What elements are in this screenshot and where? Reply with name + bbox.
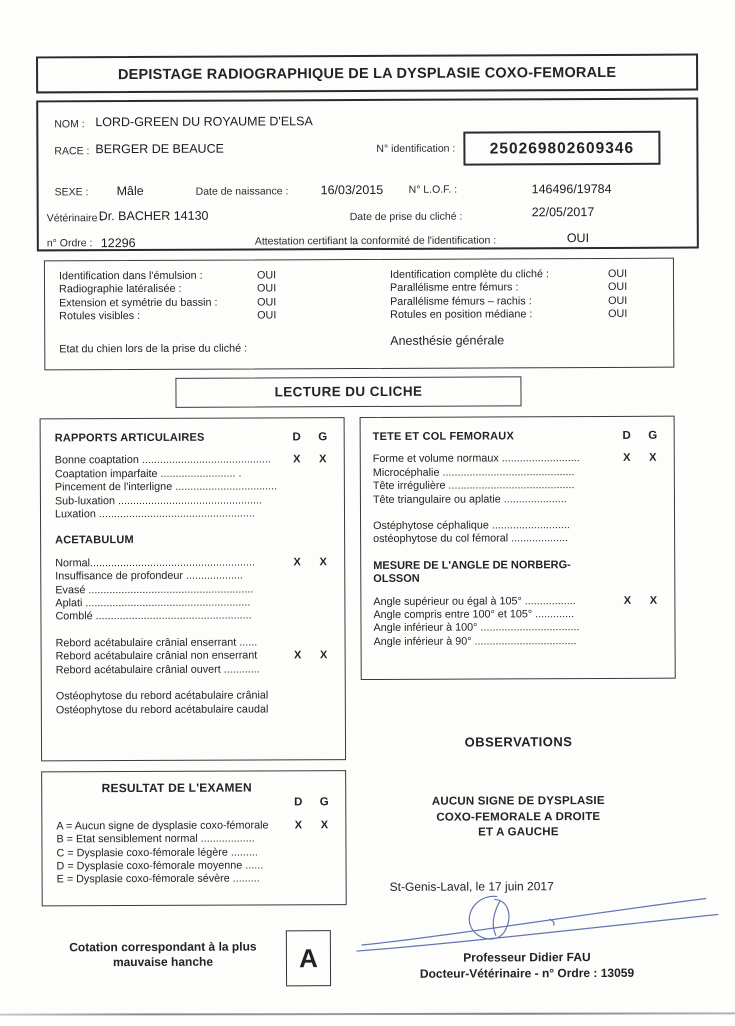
rapports-rows	[55, 454, 336, 522]
table-row	[373, 621, 666, 636]
table-row	[55, 507, 336, 522]
mark-d	[614, 532, 640, 546]
panel-header	[55, 534, 336, 549]
mark-d	[286, 859, 312, 873]
mark-g	[310, 507, 336, 521]
row-label: Bonne coaptation ...........................................	[54, 453, 271, 467]
nom-value: LORD-GREEN DU ROYAUME D'ELSA	[95, 114, 313, 130]
quality-row	[390, 294, 668, 309]
table-row	[373, 466, 666, 481]
quality-value: OUI	[256, 269, 277, 282]
mark-d: X	[294, 819, 303, 832]
mark-d	[614, 519, 640, 533]
mark-g	[310, 610, 336, 624]
quality-value: OUI	[608, 294, 628, 307]
ordre-label: n° Ordre :	[46, 237, 93, 250]
observations-line: COXO-FEMORALE A DROITE	[436, 810, 601, 824]
mark-d	[285, 703, 311, 717]
table-row	[55, 480, 336, 495]
table-row	[55, 494, 336, 509]
mark-d	[614, 608, 640, 622]
quality-value: OUI	[257, 309, 277, 322]
norberg-title-line1: MESURE DE L'ANGLE DE NORBERG-	[373, 558, 571, 572]
mark-g	[310, 596, 336, 610]
signer-name: Professeur Didier FAU	[463, 950, 591, 965]
tete-col-panel	[360, 416, 676, 680]
table-row	[55, 454, 336, 469]
table-row	[56, 663, 337, 678]
mark-d: X	[293, 453, 301, 466]
lof-label: N° L.O.F. :	[408, 183, 458, 196]
mark-d	[614, 621, 640, 635]
row-label: Luxation ....................................................	[54, 507, 255, 521]
table-row	[374, 635, 667, 650]
table-row	[56, 689, 337, 704]
mark-g	[310, 494, 336, 508]
cotation-grade-box	[286, 930, 331, 986]
race-value: BERGER DE BEAUCE	[95, 141, 224, 157]
acetabulum-title: ACETABULUM	[55, 534, 134, 547]
mark-g	[640, 466, 666, 480]
mark-g	[310, 583, 336, 597]
quality-value: OUI	[607, 281, 628, 294]
mark-g	[311, 689, 337, 703]
mark-d	[286, 873, 312, 887]
quality-label: Rotules visibles :	[59, 310, 141, 323]
table-row	[55, 596, 336, 611]
place-and-date: St-Genis-Laval, le 17 juin 2017	[389, 879, 554, 894]
column-d-header: D	[294, 796, 303, 809]
row-label: Evasé .......................................................	[55, 583, 254, 597]
naissance-label: Date de naissance :	[195, 185, 289, 198]
observations-text	[373, 794, 663, 842]
mark-d: X	[293, 649, 302, 662]
mark-d	[285, 832, 311, 846]
mark-d	[285, 846, 311, 860]
mark-d: X	[293, 556, 301, 569]
cotation-label-line1: Cotation correspondant à la plus	[69, 939, 257, 955]
mark-g	[640, 621, 666, 635]
quality-label: Identification complète du cliché :	[389, 268, 550, 281]
mark-d	[284, 507, 310, 521]
mark-d	[284, 480, 310, 494]
column-d-header: D	[622, 429, 631, 442]
quality-row	[59, 296, 359, 311]
tete-rows-a	[373, 452, 666, 507]
cotation-label-line2: mauvaise hanche	[112, 954, 214, 970]
row-label: Forme et volume normaux ..........................	[372, 452, 580, 466]
quality-value: OUI	[608, 308, 628, 321]
signature-ink	[354, 891, 726, 955]
mark-g: X	[649, 594, 658, 607]
mark-g	[311, 636, 337, 650]
mark-g	[640, 479, 666, 493]
mark-g	[640, 608, 666, 622]
panel-header	[55, 431, 336, 446]
acetabulum-rows-b	[56, 636, 337, 677]
attestation-label: Attestation certifiant la conformité de l'identification :	[254, 234, 497, 248]
form-title: DEPISTAGE RADIOGRAPHIQUE DE LA DYSPLASIE COXO-FEMORALE	[117, 64, 617, 84]
identification-number: 250269802609346	[489, 139, 635, 158]
sexe-value: Mâle	[116, 183, 144, 199]
mark-d	[284, 596, 310, 610]
table-row	[56, 846, 337, 861]
row-label: Microcéphalie ............................................	[372, 465, 575, 479]
mark-g	[640, 532, 666, 546]
cotation-label	[47, 939, 279, 970]
table-row	[373, 532, 666, 547]
acetabulum-rows-a	[55, 556, 336, 624]
veterinaire-value: Dr. BACHER 14130	[98, 208, 209, 224]
etat-chien-value: Anesthésie générale	[390, 333, 505, 348]
tete-title: TETE ET COL FEMORAUX	[372, 430, 515, 443]
cliche-date-value: 22/05/2017	[531, 205, 595, 220]
row-label: ostéophytose du col fémoral ...................	[373, 532, 569, 546]
mark-g	[312, 873, 338, 887]
mark-d	[614, 479, 640, 493]
row-label: Rebord acétabulaire crânial enserrant ......	[55, 636, 258, 650]
mark-d	[284, 570, 310, 584]
identity-box	[36, 98, 699, 252]
mark-g: X	[319, 556, 327, 569]
cliche-date-label: Date de prise du cliché :	[349, 210, 463, 224]
tete-rows-b	[373, 519, 666, 547]
mark-d: X	[623, 452, 631, 465]
panel-header	[373, 430, 666, 445]
row-label: Ostéphytose céphalique ..........................	[373, 519, 570, 533]
table-row	[57, 873, 338, 888]
quality-row	[390, 308, 668, 323]
mark-d	[285, 663, 311, 677]
column-d-header: D	[292, 431, 301, 444]
table-row	[373, 594, 666, 609]
naissance-value: 16/03/2015	[320, 182, 384, 198]
table-row	[55, 467, 336, 482]
identification-label: N° identification :	[376, 142, 456, 155]
mark-g: X	[319, 453, 327, 466]
rapports-title: RAPPORTS ARTICULAIRES	[54, 431, 205, 445]
quality-row	[59, 282, 359, 297]
lecture-title: LECTURE DU CLICHE	[274, 383, 423, 400]
row-label: C = Dysplasie coxo-fémorale légère .........	[56, 846, 258, 859]
table-row	[373, 452, 666, 467]
row-label: E = Dysplasie coxo-fémorale sévère .........	[56, 872, 260, 886]
quality-row	[390, 268, 668, 283]
row-label: B = Etat sensiblement normal ..................	[56, 832, 255, 846]
resultat-title: RESULTAT DE L'EXAMEN	[101, 780, 252, 796]
quality-label: Radiographie latéralisée :	[59, 283, 182, 296]
table-row	[55, 569, 336, 584]
row-label: Tête irrégulière ..........................................	[372, 479, 575, 493]
quality-row	[59, 269, 359, 284]
resultat-rows	[56, 819, 337, 887]
table-row	[373, 608, 666, 623]
table-row	[55, 556, 336, 571]
nom-label: NOM :	[54, 118, 85, 131]
row-label: Sub-luxation ................................................	[54, 494, 262, 507]
row-label: Ostéophytose du rebord acétabulaire caudal	[55, 702, 269, 716]
mark-g	[311, 832, 337, 846]
attestation-value: OUI	[566, 231, 590, 246]
mark-d	[284, 583, 310, 597]
mark-d: X	[623, 594, 632, 607]
column-g-header: G	[648, 429, 658, 442]
mark-g	[310, 569, 336, 583]
row-label: A = Aucun signe de dysplasie coxo-fémorale	[56, 819, 269, 833]
column-g-header: G	[319, 796, 329, 809]
mark-d	[285, 636, 311, 650]
table-row	[56, 649, 337, 664]
quality-label: Parallélisme entre fémurs :	[389, 281, 519, 295]
row-label: Angle compris entre 100° et 105° .............	[373, 608, 575, 622]
mark-g	[640, 519, 666, 533]
mark-g: X	[320, 818, 329, 832]
mark-d	[284, 494, 310, 508]
table-row	[57, 859, 338, 874]
mark-g	[641, 635, 667, 649]
mark-g	[312, 859, 338, 873]
table-row	[373, 519, 666, 534]
quality-row	[390, 281, 668, 296]
mark-d	[614, 492, 640, 506]
identification-number-box	[463, 131, 660, 166]
form-title-box	[36, 54, 698, 94]
mark-d	[285, 689, 311, 703]
mark-d	[614, 466, 640, 480]
row-label: Rebord acétabulaire crânial non enserrant	[55, 649, 258, 663]
veterinaire-label: Vétérinaire :	[46, 212, 104, 225]
table-row	[55, 610, 336, 625]
resultat-panel	[41, 770, 347, 906]
quality-value: OUI	[257, 296, 277, 309]
row-label: Coaptation imparfaite ......................... .	[54, 467, 242, 481]
mark-g	[311, 703, 337, 717]
row-label: Ostéophytose du rebord acétabulaire crânial	[55, 689, 269, 703]
table-row	[55, 583, 336, 598]
quality-label: Parallélisme fémurs – rachis :	[390, 295, 532, 308]
quality-value: OUI	[607, 267, 628, 280]
observations-line: ET A GAUCHE	[478, 826, 559, 839]
quality-right-column	[390, 268, 668, 323]
table-row	[373, 479, 666, 494]
mark-g	[310, 480, 336, 494]
norberg-title	[373, 559, 666, 587]
mark-g: X	[649, 452, 657, 465]
norberg-title-line2: OLSSON	[373, 573, 420, 586]
row-label: Comblé ....................................................	[55, 609, 252, 623]
quality-row	[59, 309, 359, 324]
row-label: Angle inférieur à 100° .................................	[373, 621, 580, 635]
mark-g	[311, 663, 337, 677]
sexe-label: SEXE :	[54, 186, 89, 199]
acetabulum-rows-c	[56, 689, 337, 717]
mark-d	[284, 467, 310, 481]
mark-d	[615, 635, 641, 649]
resultat-dg-header	[56, 797, 337, 812]
race-label: RACE :	[54, 145, 90, 158]
lecture-title-box	[175, 376, 521, 408]
row-label: Angle inférieur à 90° ..................................	[373, 634, 577, 648]
row-label: D = Dysplasie coxo-fémorale moyenne ......	[56, 859, 264, 873]
lof-value: 146496/19784	[531, 181, 612, 197]
signer-title: Docteur-Vétérinaire - n° Ordre : 13059	[419, 965, 635, 981]
row-label: Normal.......................................................	[55, 556, 256, 570]
norberg-rows	[373, 594, 666, 649]
quality-label: Rotules en position médiane :	[390, 308, 533, 322]
ordre-value: 12296	[100, 236, 136, 251]
mark-d	[284, 610, 310, 624]
etat-chien-label: Etat du chien lors de la prise du cliché :	[59, 342, 248, 356]
mark-g	[640, 492, 666, 506]
quality-left-column	[59, 269, 359, 324]
row-label: Insuffisance de profondeur ...................	[55, 569, 243, 583]
row-label: Aplati .......................................................	[55, 596, 251, 610]
row-label: Tête triangulaire ou aplatie .....................	[372, 492, 567, 506]
quality-value: OUI	[256, 282, 277, 295]
table-row	[373, 492, 666, 507]
row-label: Rebord acétabulaire crânial ouvert ............	[55, 663, 260, 677]
cotation-grade: A	[298, 943, 318, 974]
mark-g: X	[319, 649, 328, 662]
quality-label: Identification dans l'émulsion :	[58, 269, 203, 283]
observations-title: OBSERVATIONS	[464, 734, 573, 750]
observations-line: AUCUN SIGNE DE DYSPLASIE	[431, 794, 605, 808]
rapports-acetabulum-panel	[40, 417, 346, 761]
table-row	[56, 636, 337, 651]
table-row	[56, 703, 337, 718]
table-row	[56, 819, 337, 834]
table-row	[56, 832, 337, 847]
row-label: Pincement de l'interligne ..................................	[54, 480, 278, 494]
mark-g	[310, 467, 336, 481]
mark-g	[311, 846, 337, 860]
quality-checklist-box	[44, 258, 674, 371]
row-label: Angle supérieur ou égal à 105° .................	[373, 594, 576, 608]
column-g-header: G	[318, 431, 328, 444]
quality-label: Extension et symétrie du bassin :	[59, 296, 218, 310]
